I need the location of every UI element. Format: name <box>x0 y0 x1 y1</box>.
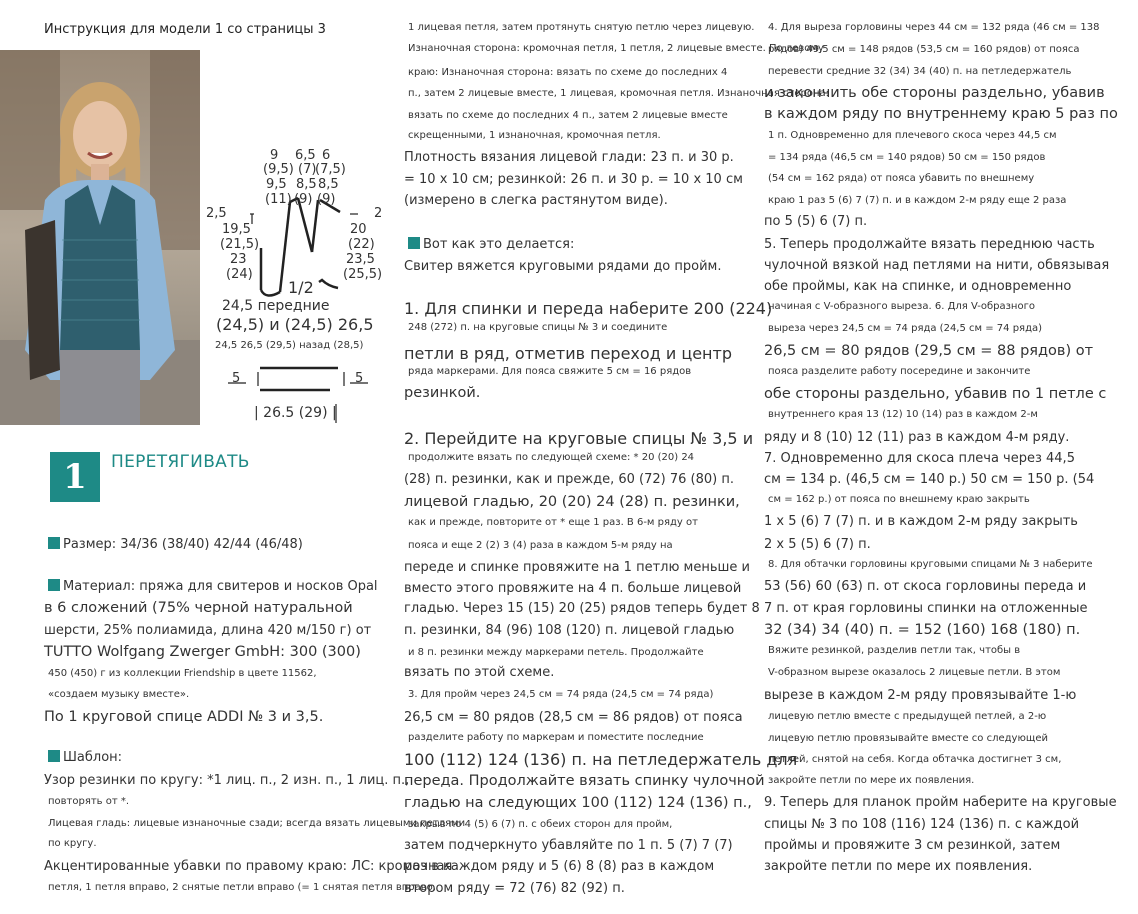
schematic-bottom-width: | 26.5 (29) | <box>254 405 337 421</box>
text-line <box>404 773 765 789</box>
section-number-badge: 1 <box>50 452 100 502</box>
text-line-content: Узор резинки по кругу: *1 лиц. п., 2 изн. п., 1 лиц. п., <box>44 773 410 788</box>
text-column-3 <box>764 0 1119 914</box>
text-line-content: рядов) 49,5 см = 148 рядов (53,5 см = 160 рядов) от пояса <box>768 44 1080 55</box>
text-line <box>408 647 704 658</box>
text-line <box>408 452 694 463</box>
text-line-content: переде и спинке провяжите на 1 петлю меньше и <box>404 560 750 575</box>
text-line-content: 1 х 5 (6) 7 (7) п. и в каждом 2-м ряду закрыть <box>764 514 1078 529</box>
schematic-top4-c: (9) <box>317 192 336 207</box>
text-line-content: 7. Одновременно для скоса плеча через 44,5 <box>764 451 1075 466</box>
text-line <box>764 537 871 552</box>
text-line-content: 2. Перейдите на круговые спицы № 3,5 и <box>404 429 754 448</box>
text-line-content: петли в ряд, отметив переход и центр <box>404 344 732 363</box>
text-line <box>408 540 673 551</box>
text-line-content: ряда маркерами. Для пояса свяжите 5 см = 16 рядов <box>408 366 692 377</box>
text-line <box>768 409 1038 420</box>
text-line <box>764 838 1060 853</box>
text-line <box>404 385 480 401</box>
text-line <box>404 172 743 187</box>
text-line <box>404 150 734 165</box>
text-line-content: выреза через 24,5 см = 74 ряда (24,5 см = 74 ряда) <box>768 323 1043 334</box>
text-line <box>48 537 303 552</box>
text-line-content: Вяжите резинкой, разделив петли так, чтобы в <box>768 645 1021 656</box>
text-line <box>408 517 698 528</box>
text-line-content: внутреннего края 13 (12) 10 (14) раз в каждом 2-м <box>768 409 1038 420</box>
text-line-content: втором ряду = 72 (76) 82 (92) п. <box>404 881 625 896</box>
text-line <box>768 667 1060 678</box>
text-line <box>768 195 1066 206</box>
text-line-content: гладью. Через 15 (15) 20 (25) рядов теперь будет 8 <box>404 601 760 616</box>
bullet-square-icon <box>48 750 60 762</box>
text-line-content: обе стороны раздельно, убавив по 1 петле с <box>764 386 1107 402</box>
text-line <box>764 817 1079 832</box>
text-line <box>768 366 1030 377</box>
schematic-top3-a: 9,5 <box>266 177 287 192</box>
text-line <box>768 775 974 786</box>
text-line <box>408 130 661 141</box>
text-line-content: 26,5 см = 80 рядов (28,5 см = 86 рядов) от пояса <box>404 710 743 725</box>
text-line <box>404 838 733 853</box>
text-line <box>44 623 371 638</box>
text-line <box>764 622 1080 638</box>
text-line <box>764 237 1095 252</box>
text-line <box>408 43 824 54</box>
text-line <box>768 733 1048 744</box>
text-line-content: и закончить обе стороны раздельно, убавив <box>764 85 1105 101</box>
text-line <box>764 688 1076 703</box>
schematic-top-b: 6,5 <box>295 148 316 163</box>
schematic-top4-a: (11) <box>265 192 292 207</box>
text-line-content: как и прежде, повторите от * еще 1 раз. В 6-м ряду от <box>408 517 698 528</box>
text-line-content: и 8 п. резинки между маркерами петель. Продолжайте <box>408 647 704 658</box>
text-line-content: 3. Для пройм через 24,5 см = 74 ряда (24,5 см = 74 ряда) <box>408 689 714 700</box>
text-line <box>408 366 691 377</box>
text-line <box>404 472 734 487</box>
text-line-content: 248 (272) п. на круговые спицы № 3 и соедините <box>408 322 668 333</box>
text-line <box>44 859 452 874</box>
bullet-square-icon <box>48 579 60 591</box>
text-line-content: 8. Для обтачки горловины круговыми спицами № 3 наберите <box>768 559 1093 570</box>
text-line-content: начиная с V-образного выреза. 6. Для V-образного <box>768 301 1035 312</box>
text-line-content: 7 п. от края горловины спинки на отложенные <box>764 601 1088 616</box>
text-line <box>408 322 667 333</box>
schematic-front-values: (24,5) и (24,5) 26,5 <box>216 315 374 334</box>
text-line-content: V-образном вырезе оказалось 2 лицевые петли. В этом <box>768 667 1061 678</box>
text-line-content: Материал: пряжа для свитеров и носков Opal <box>63 579 378 594</box>
text-line-content: 4. Для выреза горловины через 44 см = 132 ряда (46 см = 138 <box>768 22 1100 33</box>
text-line-content: повторять от *. <box>48 796 130 807</box>
text-line <box>404 193 668 208</box>
text-line-content: см = 162 р.) от пояса по внешнему краю закрыть <box>768 494 1030 505</box>
text-line-content: разделите работу по маркерам и поместите последние <box>408 732 704 743</box>
text-line <box>768 645 1020 656</box>
text-line-content: см = 134 р. (46,5 см = 140 р.) 50 см = 150 р. (54 <box>764 472 1095 487</box>
text-line-content: 100 (112) 124 (136) п. на петледержатель для <box>404 750 798 769</box>
text-line-content: лицевой гладью, 20 (20) 24 (28) п. резинки, <box>404 494 740 510</box>
text-line <box>764 85 1105 101</box>
text-line-content: = 134 ряда (46,5 см = 140 рядов) 50 см = 150 рядов <box>768 152 1046 163</box>
text-line-content: Изнаночная сторона: кромочная петля, 1 петля, 2 лицевые вместе. По левому <box>408 43 824 54</box>
text-line <box>768 301 1035 312</box>
text-line <box>768 66 1071 77</box>
text-line <box>404 623 734 638</box>
text-line <box>404 601 760 616</box>
text-line-content: 5. Теперь продолжайте вязать переднюю часть <box>764 237 1095 252</box>
schematic-left-top: 2,5 <box>206 206 227 221</box>
schematic-left-3: 23 <box>230 252 247 267</box>
text-line <box>404 429 753 448</box>
text-line <box>48 750 122 765</box>
text-line-content: ряду и 8 (10) 12 (11) раз в каждом 4-м ряду. <box>764 430 1070 445</box>
text-line <box>768 22 1100 33</box>
text-line-content: п. резинки, 84 (96) 108 (120) п. лицевой гладью <box>404 623 735 638</box>
text-line <box>404 344 732 363</box>
text-line-content: закройте петли по мере их появления. <box>768 775 975 786</box>
text-line <box>44 709 323 725</box>
text-line-content: по 5 (5) 6 (7) п. <box>764 214 868 229</box>
text-line-content: краю 1 раз 5 (6) 7 (7) п. и в каждом 2-м ряду еще 2 раза <box>768 195 1067 206</box>
text-line-content: закройте петли по мере их появления. <box>764 859 1033 874</box>
text-line-content: Свитер вяжется круговыми рядами до пройм. <box>404 259 722 274</box>
text-line-content: По 1 круговой спице ADDI № 3 и 3,5. <box>44 709 324 725</box>
text-line-content: петля, 1 петля вправо, 2 снятые петли вправо (= 1 снятая петля вправо, <box>48 882 436 893</box>
text-line-content: (28) п. резинки, как и прежде, 60 (72) 76 (80) п. <box>404 472 734 487</box>
schematic-right-2: (22) <box>348 237 375 252</box>
text-line <box>764 386 1106 402</box>
schematic-front-label: 24,5 передние <box>222 298 330 314</box>
text-line <box>408 110 728 121</box>
text-line <box>764 859 1032 874</box>
text-line-content: Акцентированные убавки по правому краю: ЛС: кромочная <box>44 859 453 874</box>
schematic-top-a: 9 <box>270 148 279 163</box>
text-line <box>768 173 1034 184</box>
schematic-right-top: 2 <box>374 206 383 221</box>
schematic-top3-c: 8,5 <box>318 177 339 192</box>
schematic-left-1: 19,5 <box>222 222 251 237</box>
text-line-content: TUTTO Wolfgang Zwerger GmbH: 300 (300) <box>44 644 361 660</box>
schematic-top3-b: 8,5 <box>296 177 317 192</box>
text-line <box>404 881 625 896</box>
schematic-half: 1/2 <box>288 278 314 297</box>
text-line-content: продолжите вязать по следующей схеме: * 20 (20) 24 <box>408 452 695 463</box>
text-line <box>404 750 797 769</box>
text-line <box>48 579 378 594</box>
text-line <box>764 258 1109 273</box>
text-line-content: вместо этого провяжите на 4 п. больше лицевой <box>404 581 742 596</box>
text-line <box>48 882 436 893</box>
text-line-content: (измерено в слегка растянутом виде). <box>404 193 668 208</box>
schematic-top4-b: (9) <box>294 192 313 207</box>
text-line-content: петлей, снятой на себя. Когда обтачка достигнет 3 см, <box>768 754 1062 765</box>
bullet-square-icon <box>48 537 60 549</box>
text-line-content: резинкой. <box>404 385 481 401</box>
text-line-content: спицы № 3 по 108 (116) 124 (136) п. с каждой <box>764 817 1080 832</box>
text-line-content: 1 п. Одновременно для плечевого скоса через 44,5 см <box>768 130 1057 141</box>
text-line-content: Шаблон: <box>63 750 123 765</box>
text-line-content: закрыв по 4 (5) 6 (7) п. с обеих сторон для пройм, <box>408 819 673 830</box>
text-line <box>404 299 772 318</box>
schematic-right-4: (25,5) <box>343 267 383 282</box>
text-line-content: вырезе в каждом 2-м ряду провязывайте 1-ю <box>764 688 1077 703</box>
text-line <box>768 152 1045 163</box>
text-line-content: лицевую петлю провязывайте вместе со следующей <box>768 733 1048 744</box>
text-line-content: «создаем музыку вместе». <box>48 689 190 700</box>
text-line-content: лицевую петлю вместе с предыдущей петлей, а 2-ю <box>768 711 1047 722</box>
text-line <box>764 472 1094 487</box>
text-line <box>764 514 1078 529</box>
text-line-content: Лицевая гладь: лицевые изнаночные сзади; всегда вязать лицевыми петлями <box>48 818 466 829</box>
text-line-content: обе проймы, как на спинке, и одновременно <box>764 279 1072 294</box>
text-line <box>408 819 672 830</box>
text-line <box>408 732 704 743</box>
text-line-content: Вот как это делается: <box>423 237 575 252</box>
text-line <box>48 668 317 679</box>
text-line-content: 32 (34) 34 (40) п. = 152 (160) 168 (180) п. <box>764 622 1081 638</box>
text-line-content: шерсти, 25% полиамида, длина 420 м/150 г) от <box>44 623 372 638</box>
text-line-content: перевести средние 32 (34) 34 (40) п. на петледержатель <box>768 66 1072 77</box>
text-line <box>764 601 1088 616</box>
schematic-top-c: 6 <box>322 148 331 163</box>
page-header-title: Инструкция для модели 1 со страницы 3 <box>44 22 326 37</box>
text-line <box>764 451 1075 466</box>
text-line <box>768 323 1042 334</box>
text-line-content: 2 х 5 (5) 6 (7) п. <box>764 537 871 552</box>
text-line <box>768 754 1061 765</box>
schematic-top2-a: (9,5) <box>263 162 294 177</box>
text-line-content: 26,5 см = 80 рядов (29,5 см = 88 рядов) от <box>764 343 1094 359</box>
text-line-content: 450 (450) г из коллекции Friendship в цвете 11562, <box>48 668 317 679</box>
schematic-right-3: 23,5 <box>346 252 375 267</box>
text-line <box>48 838 97 849</box>
text-line <box>764 343 1093 359</box>
text-line-content: 1 лицевая петля, затем протянуть снятую петлю через лицевую. <box>408 22 755 33</box>
text-line-content: краю: Изнаночная сторона: вязать по схеме до последних 4 <box>408 67 728 78</box>
text-line <box>404 859 714 874</box>
text-line <box>408 237 574 252</box>
text-line <box>764 430 1069 445</box>
schematic-top2-c: (7,5) <box>315 162 346 177</box>
text-line <box>408 22 754 33</box>
schematic-left-4: (24) <box>226 267 253 282</box>
schematic-rib-left: 5 <box>232 371 241 386</box>
schematic-back-label: 24,5 26,5 (29,5) назад (28,5) <box>215 340 364 351</box>
text-line <box>404 581 741 596</box>
text-line <box>44 773 409 788</box>
text-line <box>764 214 867 229</box>
schematic-top2-b: (7) <box>298 162 317 177</box>
text-line-content: Плотность вязания лицевой глади: 23 п. и 30 р. <box>404 150 734 165</box>
text-line-content: пояса и еще 2 (2) 3 (4) раза в каждом 5-м ряду на <box>408 540 673 551</box>
text-line-content: = 10 х 10 см; резинкой: 26 п. и 30 р. = 10 х 10 см <box>404 172 743 187</box>
text-line-content: вязать по этой схеме. <box>404 665 555 680</box>
schematic-right-1: 20 <box>350 222 367 237</box>
text-line <box>48 818 465 829</box>
text-line-content: 1. Для спинки и переда наберите 200 (224) <box>404 299 773 318</box>
text-line <box>44 644 361 660</box>
text-line <box>764 279 1071 294</box>
text-line <box>768 130 1057 141</box>
text-line-content: п., затем 2 лицевые вместе, 1 лицевая, кромочная петля. Изнаночная сторона: <box>408 88 829 99</box>
text-line <box>768 44 1080 55</box>
text-line <box>404 795 752 811</box>
text-line <box>768 711 1046 722</box>
text-line-content: Размер: 34/36 (38/40) 42/44 (46/48) <box>63 537 303 552</box>
text-line <box>408 689 713 700</box>
text-line <box>768 494 1030 505</box>
text-line <box>48 796 129 807</box>
text-line-content: 9. Теперь для планок пройм наберите на круговые <box>764 795 1117 810</box>
text-line <box>48 689 189 700</box>
text-line <box>404 259 721 274</box>
text-line <box>404 710 743 725</box>
text-line <box>764 106 1118 122</box>
text-line-content: скрещенными, 1 изнаночная, кромочная петля. <box>408 130 661 141</box>
text-line-content: (54 см = 162 ряда) от пояса убавить по внешнему <box>768 173 1035 184</box>
text-line-content: в 6 сложений (75% черной натуральной <box>44 600 353 616</box>
text-line-content: чулочной вязкой над петлями на нити, обвязывая <box>764 258 1110 273</box>
text-line <box>768 559 1093 570</box>
text-line-content: проймы и провяжите 3 см резинкой, затем <box>764 838 1061 853</box>
text-line-content: в каждом ряду по внутреннему краю 5 раз по <box>764 106 1118 122</box>
section-title: ПЕРЕТЯГИВАТЬ <box>111 452 250 472</box>
text-line <box>764 795 1117 810</box>
schematic-rib-right: 5 <box>355 371 364 386</box>
bullet-square-icon <box>408 237 420 249</box>
text-line-content: 53 (56) 60 (63) п. от скоса горловины переда и <box>764 579 1087 594</box>
text-line-content: раз в каждом ряду и 5 (6) 8 (8) раз в каждом <box>404 859 715 874</box>
text-line-content: по кругу. <box>48 838 97 849</box>
text-line-content: затем подчеркнуто убавляйте по 1 п. 5 (7) 7 (7) <box>404 838 733 853</box>
text-line <box>408 67 727 78</box>
text-line-content: переда. Продолжайте вязать спинку чулочной <box>404 773 765 789</box>
text-line <box>404 665 554 680</box>
text-line-content: вязать по схеме до последних 4 п., затем 2 лицевые вместе <box>408 110 728 121</box>
text-line <box>44 600 353 616</box>
text-line <box>404 560 750 575</box>
text-line-content: гладью на следующих 100 (112) 124 (136) п., <box>404 795 752 811</box>
text-line <box>764 579 1086 594</box>
schematic-left-2: (21,5) <box>220 237 260 252</box>
text-line <box>404 494 740 510</box>
text-line-content: пояса разделите работу посередине и закончите <box>768 366 1031 377</box>
